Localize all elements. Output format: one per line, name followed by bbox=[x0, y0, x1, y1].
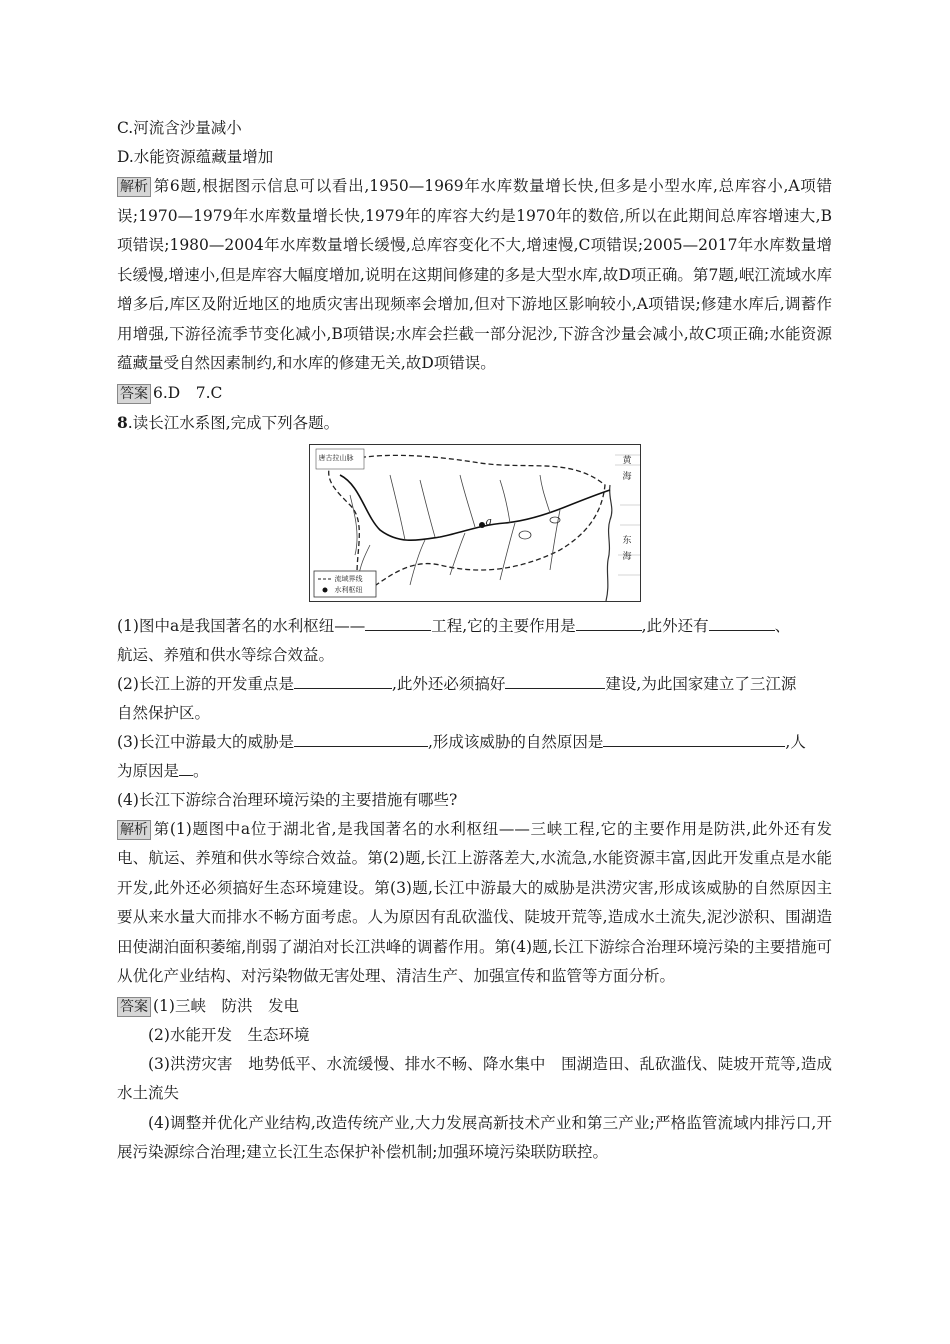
analysis-tag: 解析 bbox=[117, 177, 151, 197]
analysis-tag-2: 解析 bbox=[117, 820, 151, 840]
analysis-text-1: 第6题,根据图示信息可以看出,1950—1969年水库数量增长快,但多是小型水库,总库容小,A项错误;1970—1979年水库数量增长快,1979年的库容大约是1970年的数倍,所以在此期间总库容增速大,B项错误;1980—2004年水库数量增长缓慢,总库容变化不大,增速慢,C项错误;2005—2017年水库数量增长缓慢,增速小,但是库容大幅度增加,说明在这期间修建的多是大型水库,故D项正确。第7题,岷江流域水库增多后,库区及附近地区的地质灾害出现频率会增加,但对下游地区影响较小,A项错误;修建水库后,调蓄作用增强,下游径流季节变化减小,B项错误;水库会拦截一部分泥沙,下游含沙量会减小,故C项正确;水能资源蕴藏量受自然因素制约,和水库的修建无关,故D项错误。 bbox=[117, 177, 832, 372]
p2-text-a: (2)长江上游的开发重点是 bbox=[117, 674, 294, 693]
blank-1-3[interactable] bbox=[709, 612, 775, 631]
map-sea-east-2: 海 bbox=[622, 551, 632, 562]
answer-block-1 bbox=[117, 379, 832, 408]
analysis-text-2: 第(1)题图中a位于湖北省,是我国著名的水利枢纽——三峡工程,它的主要作用是防洪,此外还有发电、航运、养殖和供水等综合效益。第(2)题,长江上游落差大,水流急,水能资源丰富,因此开发重点是水能开发,此外还必须搞好生态环境建设。第(3)题,长江中游最大的威胁是洪涝灾害,形成该威胁的自然原因主要从来水量大而排水不畅方面考虑。人为原因有乱砍滥伐、陡坡开荒等,造成水土流失,泥沙淤积、围湖造田使湖泊面积萎缩,削弱了湖泊对长江洪峰的调蓄作用。第(4)题,长江下游综合治理环境污染的主要措施可从优化产业结构、对污染物做无害处理、清洁生产、加强宣传和监管等方面分析。 bbox=[117, 819, 832, 985]
question-stem: .读长江水系图,完成下列各题。 bbox=[127, 413, 340, 432]
answer-2-line-3: (3)洪涝灾害 地势低平、水流缓慢、排水不畅、降水集中 围湖造田、乱砍滥伐、陡坡开荒等,造成水土流失 bbox=[117, 1054, 832, 1102]
p1-text-c: ,此外还有 bbox=[641, 616, 709, 635]
blank-2-1[interactable] bbox=[294, 670, 392, 689]
question-8-part-2 bbox=[117, 670, 832, 699]
document-page bbox=[117, 114, 832, 1168]
map-container bbox=[117, 444, 832, 602]
p3-text-d: 为原因是 bbox=[117, 761, 180, 780]
question-8-part-4: (4)长江下游综合治理环境污染的主要措施有哪些? bbox=[117, 790, 458, 809]
p2-text-b: ,此外还必须搞好 bbox=[391, 674, 506, 693]
map-mountain-label: 唐古拉山脉 bbox=[318, 453, 354, 462]
question-8-stem bbox=[117, 408, 832, 438]
question-8-part-1 bbox=[117, 612, 832, 641]
answer-2-line-4: (4)调整并优化产业结构,改造传统产业,大力发展高新技术产业和第三产业;严格监管流域内排污口,开展污染源综合治理;建立长江生态保护补偿机制;加强环境污染联防联控。 bbox=[117, 1113, 832, 1161]
p1-text-b: 工程,它的主要作用是 bbox=[431, 616, 576, 635]
answer-text-1: 6.D 7.C bbox=[153, 383, 223, 402]
answer-2-line-2: (2)水能开发 生态环境 bbox=[148, 1025, 310, 1044]
option-d: D.水能资源蕴藏量增加 bbox=[117, 148, 274, 166]
p3-text-a: (3)长江中游最大的威胁是 bbox=[117, 732, 294, 751]
p3-text-b: ,形成该威胁的自然原因是 bbox=[427, 732, 604, 751]
map-sea-yellow-1: 黄 bbox=[622, 455, 632, 466]
p2-text-c: 建设,为此国家建立了三江源 bbox=[605, 674, 797, 693]
blank-3-3[interactable] bbox=[179, 757, 193, 776]
question-number: 8 bbox=[117, 412, 128, 432]
analysis-block-1 bbox=[117, 172, 832, 379]
map-legend-basin: 流域界线 bbox=[334, 574, 363, 583]
map-sea-east-1: 东 bbox=[622, 535, 632, 546]
question-8-part-3 bbox=[117, 728, 832, 757]
map-sea-yellow-2: 海 bbox=[622, 471, 632, 482]
yangtze-river-map bbox=[309, 444, 641, 602]
answer-tag: 答案 bbox=[117, 384, 151, 404]
map-label-a: a bbox=[485, 514, 493, 528]
blank-3-2[interactable] bbox=[603, 728, 785, 747]
analysis-block-2 bbox=[117, 815, 832, 992]
p1-text-a: (1)图中a是我国著名的水利枢纽—— bbox=[117, 616, 366, 635]
hydro-marker-a bbox=[479, 522, 485, 528]
question-8-part-1-cont: 航运、养殖和供水等综合效益。 bbox=[117, 645, 335, 664]
p3-text-c: ,人 bbox=[785, 732, 806, 751]
answer-2-line-1: (1)三峡 防洪 发电 bbox=[153, 996, 299, 1015]
blank-1-1[interactable] bbox=[365, 612, 431, 631]
answer-block-2 bbox=[117, 992, 832, 1021]
p1-text-d: 、 bbox=[774, 616, 791, 635]
option-c: C.河流含沙量减小 bbox=[117, 119, 242, 137]
question-8-part-3-cont bbox=[117, 757, 832, 786]
answer-tag-2: 答案 bbox=[117, 997, 151, 1017]
question-8-part-2-cont: 自然保护区。 bbox=[117, 703, 211, 722]
blank-1-2[interactable] bbox=[576, 612, 642, 631]
p3-text-e: 。 bbox=[193, 761, 209, 780]
blank-2-2[interactable] bbox=[505, 670, 605, 689]
blank-3-1[interactable] bbox=[294, 728, 428, 747]
map-legend-hydro: 水利枢纽 bbox=[334, 585, 363, 594]
